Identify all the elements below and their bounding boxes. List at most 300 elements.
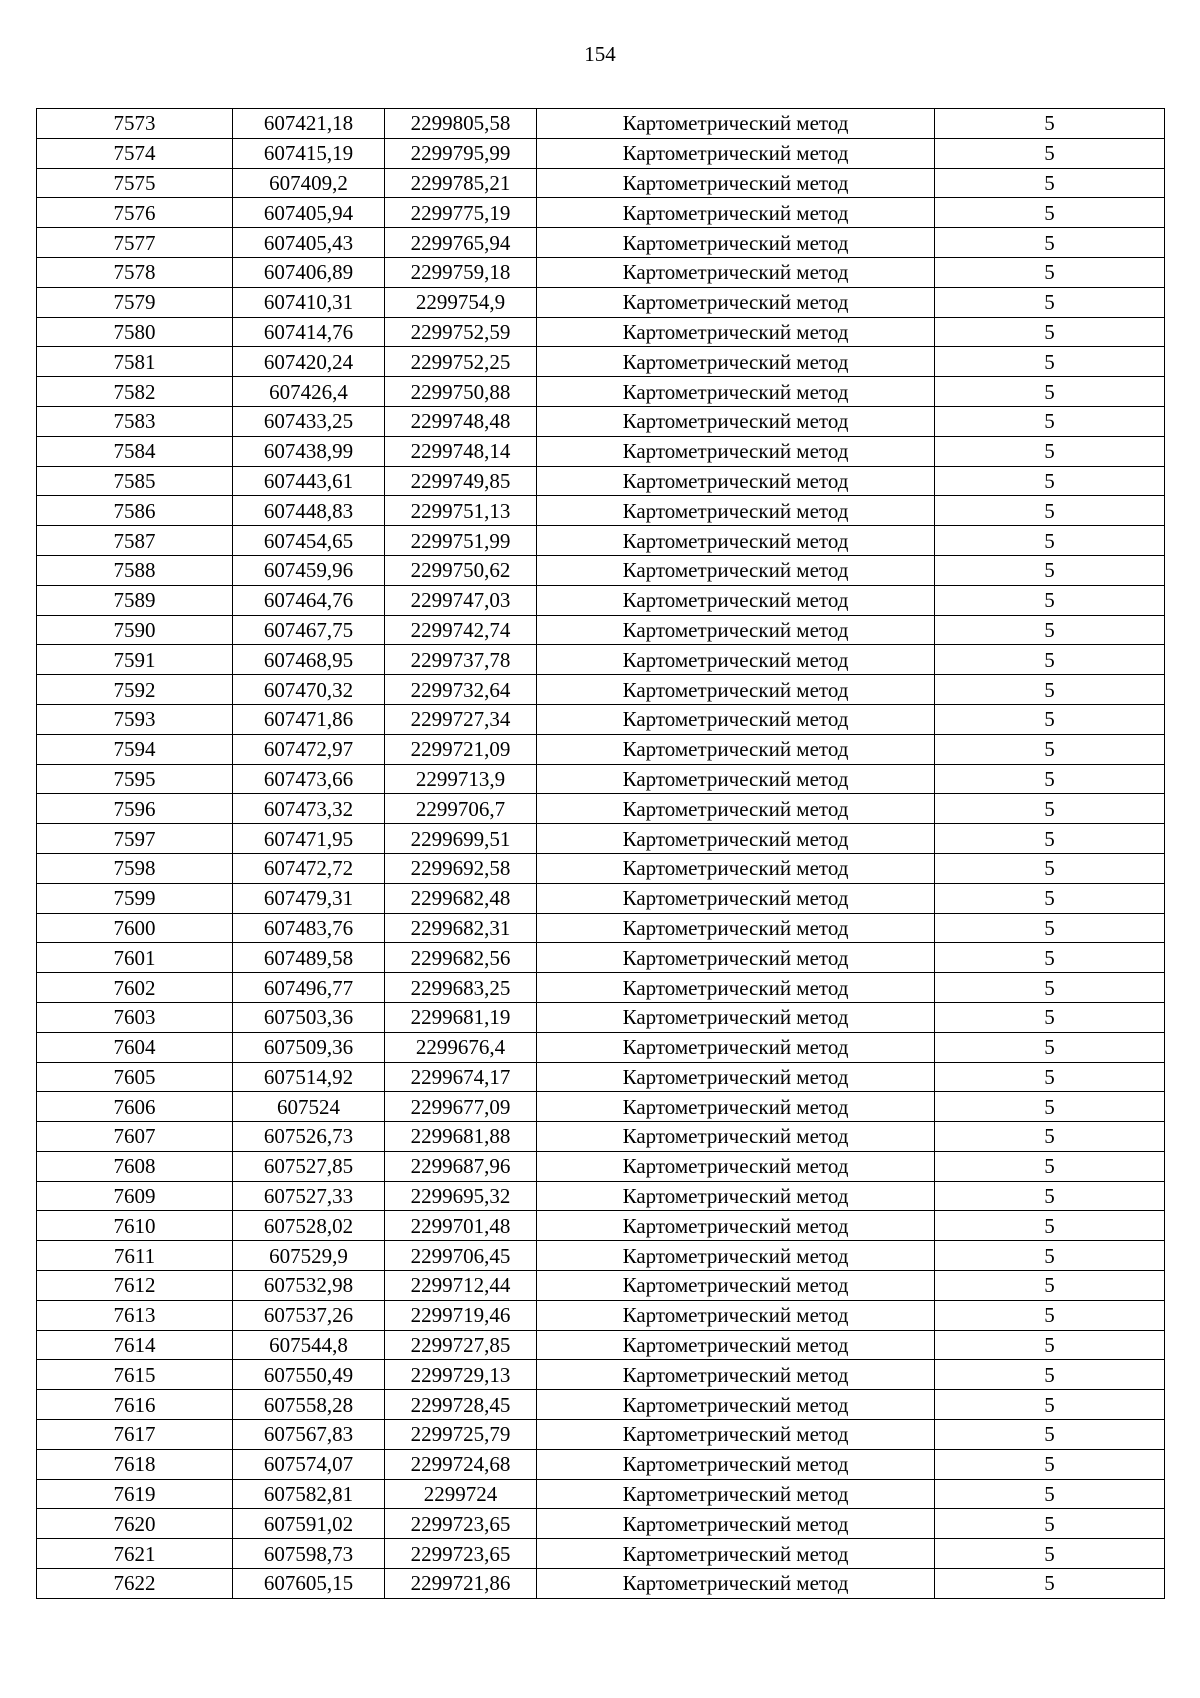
method-cell: Картометрический метод <box>537 1002 935 1032</box>
point-number-cell: 7580 <box>37 317 233 347</box>
point-number-cell: 7597 <box>37 824 233 854</box>
accuracy-cell: 5 <box>935 168 1165 198</box>
method-cell: Картометрический метод <box>537 347 935 377</box>
method-cell: Картометрический метод <box>537 1569 935 1599</box>
method-cell: Картометрический метод <box>537 1509 935 1539</box>
method-cell: Картометрический метод <box>537 377 935 407</box>
point-number-cell: 7579 <box>37 287 233 317</box>
y-coordinate-cell: 2299737,78 <box>385 645 537 675</box>
y-coordinate-cell: 2299687,96 <box>385 1151 537 1181</box>
x-coordinate-cell: 607410,31 <box>233 287 385 317</box>
point-number-cell: 7612 <box>37 1271 233 1301</box>
method-cell: Картометрический метод <box>537 1420 935 1450</box>
point-number-cell: 7586 <box>37 496 233 526</box>
accuracy-cell: 5 <box>935 287 1165 317</box>
point-number-cell: 7606 <box>37 1092 233 1122</box>
accuracy-cell: 5 <box>935 1569 1165 1599</box>
method-cell: Картометрический метод <box>537 734 935 764</box>
accuracy-cell: 5 <box>935 198 1165 228</box>
accuracy-cell: 5 <box>935 1122 1165 1152</box>
y-coordinate-cell: 2299719,46 <box>385 1300 537 1330</box>
accuracy-cell: 5 <box>935 138 1165 168</box>
y-coordinate-cell: 2299683,25 <box>385 973 537 1003</box>
x-coordinate-cell: 607496,77 <box>233 973 385 1003</box>
x-coordinate-cell: 607526,73 <box>233 1122 385 1152</box>
point-number-cell: 7604 <box>37 1032 233 1062</box>
y-coordinate-cell: 2299682,31 <box>385 913 537 943</box>
method-cell: Картометрический метод <box>537 228 935 258</box>
table-row <box>37 287 1165 317</box>
method-cell: Картометрический метод <box>537 794 935 824</box>
point-number-cell: 7603 <box>37 1002 233 1032</box>
method-cell: Картометрический метод <box>537 1032 935 1062</box>
x-coordinate-cell: 607405,43 <box>233 228 385 258</box>
accuracy-cell: 5 <box>935 406 1165 436</box>
accuracy-cell: 5 <box>935 645 1165 675</box>
method-cell: Картометрический метод <box>537 943 935 973</box>
table-row <box>37 1479 1165 1509</box>
method-cell: Картометрический метод <box>537 675 935 705</box>
y-coordinate-cell: 2299723,65 <box>385 1509 537 1539</box>
table-row <box>37 1211 1165 1241</box>
x-coordinate-cell: 607468,95 <box>233 645 385 675</box>
x-coordinate-cell: 607454,65 <box>233 526 385 556</box>
y-coordinate-cell: 2299751,99 <box>385 526 537 556</box>
point-number-cell: 7577 <box>37 228 233 258</box>
method-cell: Картометрический метод <box>537 1181 935 1211</box>
x-coordinate-cell: 607489,58 <box>233 943 385 973</box>
table-row <box>37 794 1165 824</box>
y-coordinate-cell: 2299795,99 <box>385 138 537 168</box>
point-number-cell: 7617 <box>37 1420 233 1450</box>
method-cell: Картометрический метод <box>537 1539 935 1569</box>
method-cell: Картометрический метод <box>537 615 935 645</box>
y-coordinate-cell: 2299752,25 <box>385 347 537 377</box>
x-coordinate-cell: 607472,97 <box>233 734 385 764</box>
method-cell: Картометрический метод <box>537 1390 935 1420</box>
accuracy-cell: 5 <box>935 853 1165 883</box>
x-coordinate-cell: 607414,76 <box>233 317 385 347</box>
table-row <box>37 1002 1165 1032</box>
y-coordinate-cell: 2299699,51 <box>385 824 537 854</box>
table-row <box>37 526 1165 556</box>
x-coordinate-cell: 607483,76 <box>233 913 385 943</box>
point-number-cell: 7581 <box>37 347 233 377</box>
y-coordinate-cell: 2299747,03 <box>385 585 537 615</box>
accuracy-cell: 5 <box>935 257 1165 287</box>
method-cell: Картометрический метод <box>537 1241 935 1271</box>
accuracy-cell: 5 <box>935 1271 1165 1301</box>
x-coordinate-cell: 607448,83 <box>233 496 385 526</box>
point-number-cell: 7618 <box>37 1449 233 1479</box>
point-number-cell: 7584 <box>37 436 233 466</box>
accuracy-cell: 5 <box>935 1002 1165 1032</box>
x-coordinate-cell: 607532,98 <box>233 1271 385 1301</box>
table-row <box>37 1569 1165 1599</box>
point-number-cell: 7574 <box>37 138 233 168</box>
table-row <box>37 377 1165 407</box>
accuracy-cell: 5 <box>935 1509 1165 1539</box>
method-cell: Картометрический метод <box>537 109 935 139</box>
y-coordinate-cell: 2299775,19 <box>385 198 537 228</box>
y-coordinate-cell: 2299752,59 <box>385 317 537 347</box>
x-coordinate-cell: 607527,33 <box>233 1181 385 1211</box>
table-row <box>37 109 1165 139</box>
x-coordinate-cell: 607471,86 <box>233 704 385 734</box>
method-cell: Картометрический метод <box>537 436 935 466</box>
point-number-cell: 7622 <box>37 1569 233 1599</box>
table-row <box>37 436 1165 466</box>
point-number-cell: 7583 <box>37 406 233 436</box>
method-cell: Картометрический метод <box>537 704 935 734</box>
coordinates-table <box>36 108 1165 1599</box>
x-coordinate-cell: 607509,36 <box>233 1032 385 1062</box>
accuracy-cell: 5 <box>935 347 1165 377</box>
y-coordinate-cell: 2299681,88 <box>385 1122 537 1152</box>
point-number-cell: 7619 <box>37 1479 233 1509</box>
x-coordinate-cell: 607471,95 <box>233 824 385 854</box>
x-coordinate-cell: 607550,49 <box>233 1360 385 1390</box>
method-cell: Картометрический метод <box>537 1211 935 1241</box>
accuracy-cell: 5 <box>935 1539 1165 1569</box>
table-row <box>37 615 1165 645</box>
accuracy-cell: 5 <box>935 1420 1165 1450</box>
x-coordinate-cell: 607433,25 <box>233 406 385 436</box>
point-number-cell: 7616 <box>37 1390 233 1420</box>
accuracy-cell: 5 <box>935 1181 1165 1211</box>
x-coordinate-cell: 607459,96 <box>233 555 385 585</box>
table-row <box>37 1181 1165 1211</box>
table-row <box>37 883 1165 913</box>
table-row <box>37 943 1165 973</box>
method-cell: Картометрический метод <box>537 645 935 675</box>
accuracy-cell: 5 <box>935 1241 1165 1271</box>
table-row <box>37 406 1165 436</box>
accuracy-cell: 5 <box>935 1151 1165 1181</box>
x-coordinate-cell: 607464,76 <box>233 585 385 615</box>
table-row <box>37 1092 1165 1122</box>
accuracy-cell: 5 <box>935 496 1165 526</box>
y-coordinate-cell: 2299727,34 <box>385 704 537 734</box>
method-cell: Картометрический метод <box>537 1479 935 1509</box>
method-cell: Картометрический метод <box>537 973 935 1003</box>
x-coordinate-cell: 607420,24 <box>233 347 385 377</box>
table-row <box>37 1300 1165 1330</box>
table-row <box>37 1122 1165 1152</box>
point-number-cell: 7611 <box>37 1241 233 1271</box>
method-cell: Картометрический метод <box>537 883 935 913</box>
accuracy-cell: 5 <box>935 1300 1165 1330</box>
table-row <box>37 228 1165 258</box>
accuracy-cell: 5 <box>935 973 1165 1003</box>
y-coordinate-cell: 2299785,21 <box>385 168 537 198</box>
table-row <box>37 585 1165 615</box>
table-row <box>37 138 1165 168</box>
x-coordinate-cell: 607472,72 <box>233 853 385 883</box>
x-coordinate-cell: 607415,19 <box>233 138 385 168</box>
y-coordinate-cell: 2299706,7 <box>385 794 537 824</box>
y-coordinate-cell: 2299805,58 <box>385 109 537 139</box>
point-number-cell: 7575 <box>37 168 233 198</box>
accuracy-cell: 5 <box>935 1449 1165 1479</box>
x-coordinate-cell: 607438,99 <box>233 436 385 466</box>
table-row <box>37 1032 1165 1062</box>
x-coordinate-cell: 607528,02 <box>233 1211 385 1241</box>
y-coordinate-cell: 2299750,62 <box>385 555 537 585</box>
table-row <box>37 734 1165 764</box>
method-cell: Картометрический метод <box>537 1330 935 1360</box>
accuracy-cell: 5 <box>935 764 1165 794</box>
x-coordinate-cell: 607529,9 <box>233 1241 385 1271</box>
point-number-cell: 7588 <box>37 555 233 585</box>
x-coordinate-cell: 607473,32 <box>233 794 385 824</box>
method-cell: Картометрический метод <box>537 317 935 347</box>
method-cell: Картометрический метод <box>537 555 935 585</box>
y-coordinate-cell: 2299729,13 <box>385 1360 537 1390</box>
accuracy-cell: 5 <box>935 555 1165 585</box>
x-coordinate-cell: 607514,92 <box>233 1062 385 1092</box>
table-row <box>37 1390 1165 1420</box>
method-cell: Картометрический метод <box>537 466 935 496</box>
accuracy-cell: 5 <box>935 794 1165 824</box>
accuracy-cell: 5 <box>935 1062 1165 1092</box>
table-row <box>37 675 1165 705</box>
page-number: 154 <box>584 42 616 66</box>
accuracy-cell: 5 <box>935 883 1165 913</box>
accuracy-cell: 5 <box>935 615 1165 645</box>
method-cell: Картометрический метод <box>537 913 935 943</box>
x-coordinate-cell: 607406,89 <box>233 257 385 287</box>
method-cell: Картометрический метод <box>537 764 935 794</box>
accuracy-cell: 5 <box>935 1360 1165 1390</box>
point-number-cell: 7589 <box>37 585 233 615</box>
y-coordinate-cell: 2299713,9 <box>385 764 537 794</box>
y-coordinate-cell: 2299749,85 <box>385 466 537 496</box>
table-row <box>37 645 1165 675</box>
accuracy-cell: 5 <box>935 466 1165 496</box>
x-coordinate-cell: 607574,07 <box>233 1449 385 1479</box>
x-coordinate-cell: 607479,31 <box>233 883 385 913</box>
point-number-cell: 7614 <box>37 1330 233 1360</box>
point-number-cell: 7585 <box>37 466 233 496</box>
method-cell: Картометрический метод <box>537 1360 935 1390</box>
point-number-cell: 7601 <box>37 943 233 973</box>
accuracy-cell: 5 <box>935 943 1165 973</box>
point-number-cell: 7613 <box>37 1300 233 1330</box>
x-coordinate-cell: 607544,8 <box>233 1330 385 1360</box>
y-coordinate-cell: 2299676,4 <box>385 1032 537 1062</box>
method-cell: Картометрический метод <box>537 1151 935 1181</box>
y-coordinate-cell: 2299682,48 <box>385 883 537 913</box>
x-coordinate-cell: 607605,15 <box>233 1569 385 1599</box>
x-coordinate-cell: 607470,32 <box>233 675 385 705</box>
table-row <box>37 764 1165 794</box>
point-number-cell: 7610 <box>37 1211 233 1241</box>
y-coordinate-cell: 2299706,45 <box>385 1241 537 1271</box>
method-cell: Картометрический метод <box>537 853 935 883</box>
point-number-cell: 7573 <box>37 109 233 139</box>
x-coordinate-cell: 607558,28 <box>233 1390 385 1420</box>
point-number-cell: 7600 <box>37 913 233 943</box>
x-coordinate-cell: 607537,26 <box>233 1300 385 1330</box>
point-number-cell: 7608 <box>37 1151 233 1181</box>
table-row <box>37 466 1165 496</box>
table-row <box>37 1271 1165 1301</box>
accuracy-cell: 5 <box>935 109 1165 139</box>
accuracy-cell: 5 <box>935 734 1165 764</box>
accuracy-cell: 5 <box>935 228 1165 258</box>
accuracy-cell: 5 <box>935 377 1165 407</box>
point-number-cell: 7592 <box>37 675 233 705</box>
x-coordinate-cell: 607473,66 <box>233 764 385 794</box>
table-row <box>37 555 1165 585</box>
point-number-cell: 7594 <box>37 734 233 764</box>
x-coordinate-cell: 607567,83 <box>233 1420 385 1450</box>
accuracy-cell: 5 <box>935 1032 1165 1062</box>
method-cell: Картометрический метод <box>537 1300 935 1330</box>
point-number-cell: 7596 <box>37 794 233 824</box>
y-coordinate-cell: 2299751,13 <box>385 496 537 526</box>
point-number-cell: 7607 <box>37 1122 233 1152</box>
x-coordinate-cell: 607409,2 <box>233 168 385 198</box>
point-number-cell: 7621 <box>37 1539 233 1569</box>
x-coordinate-cell: 607405,94 <box>233 198 385 228</box>
point-number-cell: 7590 <box>37 615 233 645</box>
table-row <box>37 198 1165 228</box>
x-coordinate-cell: 607591,02 <box>233 1509 385 1539</box>
x-coordinate-cell: 607426,4 <box>233 377 385 407</box>
point-number-cell: 7598 <box>37 853 233 883</box>
y-coordinate-cell: 2299765,94 <box>385 228 537 258</box>
y-coordinate-cell: 2299721,09 <box>385 734 537 764</box>
point-number-cell: 7620 <box>37 1509 233 1539</box>
accuracy-cell: 5 <box>935 1479 1165 1509</box>
method-cell: Картометрический метод <box>537 168 935 198</box>
method-cell: Картометрический метод <box>537 585 935 615</box>
point-number-cell: 7599 <box>37 883 233 913</box>
table-row <box>37 347 1165 377</box>
y-coordinate-cell: 2299677,09 <box>385 1092 537 1122</box>
table-row <box>37 1509 1165 1539</box>
table-row <box>37 1360 1165 1390</box>
y-coordinate-cell: 2299674,17 <box>385 1062 537 1092</box>
point-number-cell: 7587 <box>37 526 233 556</box>
table-row <box>37 317 1165 347</box>
method-cell: Картометрический метод <box>537 257 935 287</box>
y-coordinate-cell: 2299750,88 <box>385 377 537 407</box>
y-coordinate-cell: 2299682,56 <box>385 943 537 973</box>
table-row <box>37 1241 1165 1271</box>
point-number-cell: 7576 <box>37 198 233 228</box>
y-coordinate-cell: 2299725,79 <box>385 1420 537 1450</box>
method-cell: Картометрический метод <box>537 526 935 556</box>
accuracy-cell: 5 <box>935 436 1165 466</box>
point-number-cell: 7591 <box>37 645 233 675</box>
accuracy-cell: 5 <box>935 675 1165 705</box>
method-cell: Картометрический метод <box>537 824 935 854</box>
table-row <box>37 1420 1165 1450</box>
y-coordinate-cell: 2299742,74 <box>385 615 537 645</box>
point-number-cell: 7615 <box>37 1360 233 1390</box>
method-cell: Картометрический метод <box>537 406 935 436</box>
point-number-cell: 7609 <box>37 1181 233 1211</box>
point-number-cell: 7602 <box>37 973 233 1003</box>
method-cell: Картометрический метод <box>537 198 935 228</box>
table-body <box>37 109 1165 1599</box>
accuracy-cell: 5 <box>935 1390 1165 1420</box>
table-row <box>37 824 1165 854</box>
method-cell: Картометрический метод <box>537 1062 935 1092</box>
method-cell: Картометрический метод <box>537 138 935 168</box>
method-cell: Картометрический метод <box>537 1092 935 1122</box>
accuracy-cell: 5 <box>935 913 1165 943</box>
y-coordinate-cell: 2299727,85 <box>385 1330 537 1360</box>
table-row <box>37 1330 1165 1360</box>
method-cell: Картометрический метод <box>537 1271 935 1301</box>
table-row <box>37 1062 1165 1092</box>
method-cell: Картометрический метод <box>537 1122 935 1152</box>
table-row <box>37 1449 1165 1479</box>
y-coordinate-cell: 2299712,44 <box>385 1271 537 1301</box>
x-coordinate-cell: 607527,85 <box>233 1151 385 1181</box>
y-coordinate-cell: 2299724 <box>385 1479 537 1509</box>
x-coordinate-cell: 607467,75 <box>233 615 385 645</box>
x-coordinate-cell: 607598,73 <box>233 1539 385 1569</box>
point-number-cell: 7582 <box>37 377 233 407</box>
y-coordinate-cell: 2299728,45 <box>385 1390 537 1420</box>
y-coordinate-cell: 2299732,64 <box>385 675 537 705</box>
accuracy-cell: 5 <box>935 317 1165 347</box>
x-coordinate-cell: 607582,81 <box>233 1479 385 1509</box>
y-coordinate-cell: 2299721,86 <box>385 1569 537 1599</box>
y-coordinate-cell: 2299759,18 <box>385 257 537 287</box>
table-row <box>37 496 1165 526</box>
method-cell: Картометрический метод <box>537 496 935 526</box>
accuracy-cell: 5 <box>935 526 1165 556</box>
table-row <box>37 1539 1165 1569</box>
point-number-cell: 7593 <box>37 704 233 734</box>
table-row <box>37 1151 1165 1181</box>
accuracy-cell: 5 <box>935 585 1165 615</box>
x-coordinate-cell: 607524 <box>233 1092 385 1122</box>
x-coordinate-cell: 607421,18 <box>233 109 385 139</box>
method-cell: Картометрический метод <box>537 1449 935 1479</box>
y-coordinate-cell: 2299724,68 <box>385 1449 537 1479</box>
table-row <box>37 704 1165 734</box>
y-coordinate-cell: 2299695,32 <box>385 1181 537 1211</box>
y-coordinate-cell: 2299754,9 <box>385 287 537 317</box>
table-row <box>37 257 1165 287</box>
table-row <box>37 973 1165 1003</box>
point-number-cell: 7605 <box>37 1062 233 1092</box>
y-coordinate-cell: 2299681,19 <box>385 1002 537 1032</box>
table-row <box>37 168 1165 198</box>
y-coordinate-cell: 2299723,65 <box>385 1539 537 1569</box>
method-cell: Картометрический метод <box>537 287 935 317</box>
accuracy-cell: 5 <box>935 704 1165 734</box>
table-row <box>37 913 1165 943</box>
point-number-cell: 7578 <box>37 257 233 287</box>
accuracy-cell: 5 <box>935 824 1165 854</box>
y-coordinate-cell: 2299748,48 <box>385 406 537 436</box>
x-coordinate-cell: 607443,61 <box>233 466 385 496</box>
accuracy-cell: 5 <box>935 1330 1165 1360</box>
accuracy-cell: 5 <box>935 1211 1165 1241</box>
y-coordinate-cell: 2299748,14 <box>385 436 537 466</box>
y-coordinate-cell: 2299692,58 <box>385 853 537 883</box>
x-coordinate-cell: 607503,36 <box>233 1002 385 1032</box>
point-number-cell: 7595 <box>37 764 233 794</box>
